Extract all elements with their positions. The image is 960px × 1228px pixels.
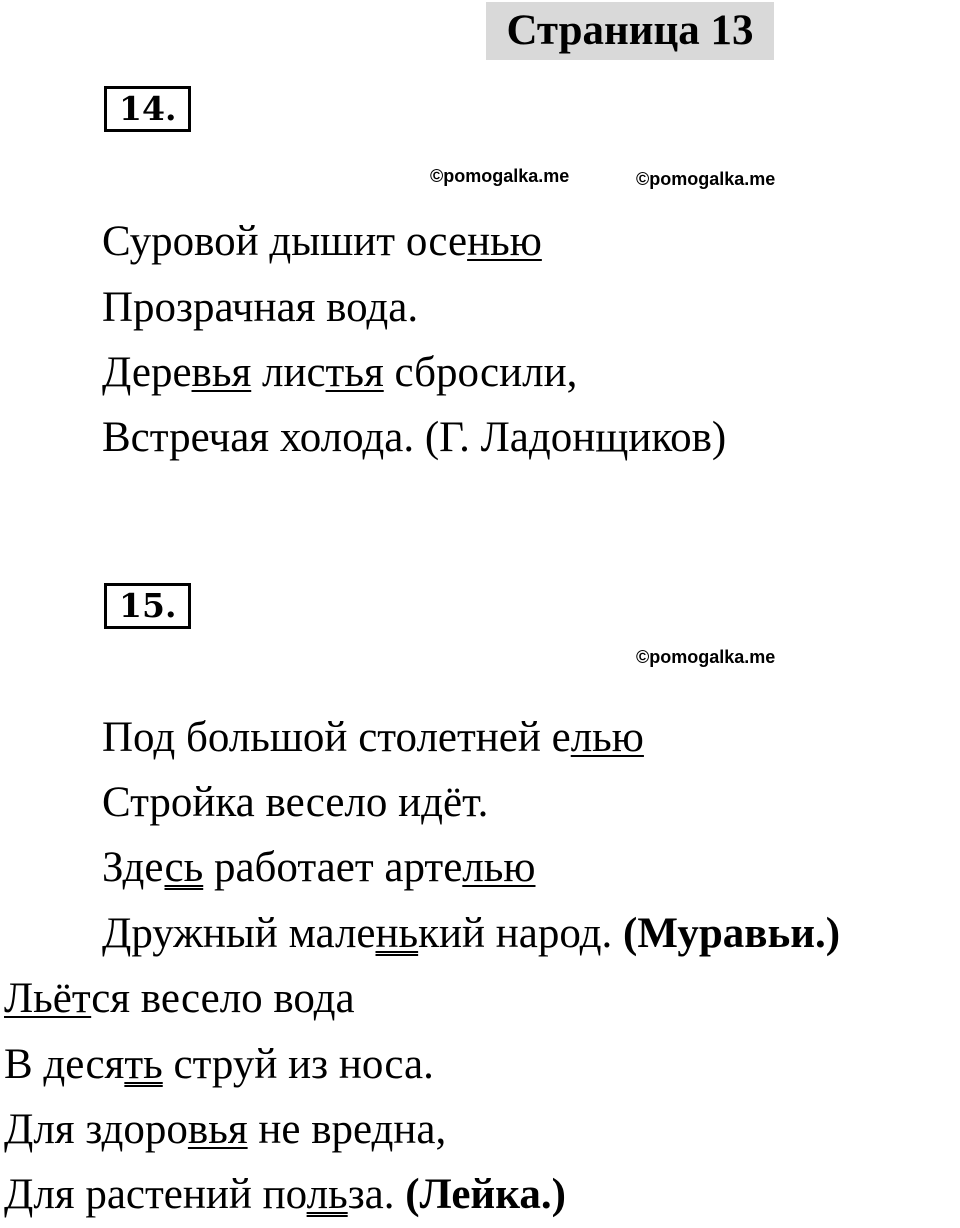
text-fragment: струй из носа. xyxy=(162,1041,434,1088)
riddle-line xyxy=(102,777,488,829)
text-fragment: В деся xyxy=(4,1041,125,1088)
text-fragment: не вредна, xyxy=(247,1106,447,1153)
text-fragment: Стройка весело идёт. xyxy=(102,779,489,826)
poem-line xyxy=(102,216,542,268)
underlined-fragment: лью xyxy=(570,714,644,761)
task-15-number: 15. xyxy=(104,583,191,629)
underlined-fragment: ть xyxy=(124,1041,163,1088)
poem-line xyxy=(102,412,726,464)
text-fragment: сбросили, xyxy=(383,349,578,396)
watermark: ©pomogalka.me xyxy=(636,647,776,667)
underlined-fragment: сь xyxy=(164,844,204,891)
riddle-line xyxy=(4,1039,434,1091)
underlined-fragment: нью xyxy=(467,218,542,265)
underlined-fragment: ль xyxy=(306,1171,348,1218)
riddle-line xyxy=(4,1104,446,1156)
text-fragment: лис xyxy=(251,349,326,396)
text-fragment: Прозрачная вода. xyxy=(102,284,419,331)
text-fragment: работает арте xyxy=(203,844,463,891)
watermark: ©pomogalka.me xyxy=(430,166,570,186)
text-fragment: Встречая холода. (Г. Ладонщиков) xyxy=(102,414,727,461)
underlined-fragment: лью xyxy=(462,844,536,891)
underlined-fragment: тья xyxy=(325,349,384,396)
riddle-line xyxy=(102,712,644,764)
underlined-fragment: вья xyxy=(187,1106,248,1153)
page-title: Страница 13 xyxy=(486,2,774,60)
text-fragment: Для растений по xyxy=(4,1171,307,1218)
text-fragment: Под большой столетней е xyxy=(102,714,571,761)
poem-line xyxy=(102,347,577,399)
text-fragment: Дере xyxy=(102,349,192,396)
underlined-fragment: Льёт xyxy=(4,975,92,1022)
text-fragment: кий народ. xyxy=(418,910,624,957)
answer-text: (Муравьи.) xyxy=(623,910,841,957)
text-fragment: Суровой дышит осе xyxy=(102,218,468,265)
riddle-line xyxy=(4,1169,566,1221)
text-fragment: за. xyxy=(347,1171,406,1218)
answer-text: (Лейка.) xyxy=(405,1171,566,1218)
underlined-fragment: нь xyxy=(375,910,419,957)
underlined-fragment: вья xyxy=(191,349,252,396)
riddle-line xyxy=(102,908,840,960)
poem-line xyxy=(102,282,418,334)
text-fragment: Зде xyxy=(102,844,165,891)
text-fragment: ся весело вода xyxy=(91,975,355,1022)
text-fragment: Дружный мале xyxy=(102,910,376,957)
riddle-line xyxy=(4,973,355,1025)
watermark: ©pomogalka.me xyxy=(636,169,776,189)
riddle-line xyxy=(102,842,536,894)
task-14-number: 14. xyxy=(104,86,191,132)
text-fragment: Для здоро xyxy=(4,1106,188,1153)
